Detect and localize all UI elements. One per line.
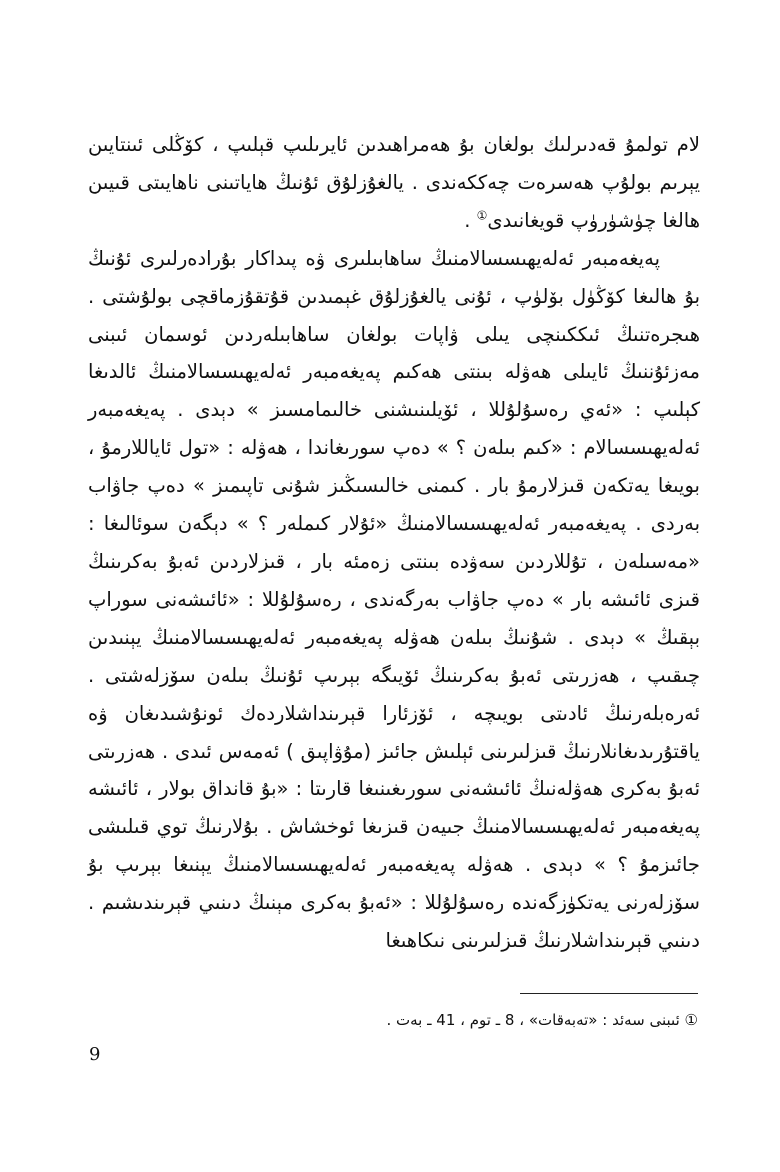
paragraph-1 xyxy=(88,126,700,240)
paragraph-2: پەيغەمبەر ئەلەيھىسسالامنىڭ ساھابىلىرى ۋە پىداكار بۇرادەرلىرى ئۇنىڭ بۇ ھالىغا كۆڭۈل بۆلۈپ ، ئۇنى يالغۇزلۇق غېمىدىن قۇتقۇزماقچى بولۇشتى . ھىجرەتنىڭ ئىككىنچى يىلى ۋاپات بولغان ساھابىلەردىن ئوسمان ئىبنى مەزئۇننىڭ ئايىلى ھەۋلە بىنتى ھەكىم پەيغەمبەر ئەلەيھىسسالامنىڭ ئالدىغا كېلىپ : «ئەي رەسۇلۇللا ، ئۆيلىنىشنى خالىمامسىز » دېدى . پەيغەمبەر ئەلەيھىسسالام : «كىم بىلەن ؟ » دەپ سورىغاندا ، ھەۋلە : «تول ئاياللارمۇ ، بويىغا يەتكەن قىزلارمۇ بار . كىمنى خالىسىڭىز شۇنى تاپىمىز » دەپ جاۋاب بەردى . پەيغەمبەر ئەلەيھىسسالامنىڭ «ئۇلار كىملەر ؟ » دېگەن سوئالىغا : «مەسىلەن ، تۇللاردىن سەۋدە بىنتى زەمئە بار ، قىزلاردىن ئەبۇ بەكرىنىڭ قىزى ئائىشە بار » دەپ جاۋاب بەرگەندى ، رەسۇلۇللا : «ئائىشەنى سوراپ بېقىڭ » دېدى . شۇنىڭ بىلەن ھەۋلە پەيغەمبەر ئەلەيھىسسالامنىڭ يېنىدىن چىقىپ ، ھەزرىتى ئەبۇ بەكرىنىڭ ئۆيىگە بېرىپ ئۇنىڭ بىلەن سۆزلەشتى . ئەرەبلەرنىڭ ئادىتى بويىچە ، ئۆزئارا قېرىنداشلاردەك ئونۇشىدىغان ۋە ياقتۇرىدىغانلارنىڭ قىزلىرىنى ئېلىش جائىز (مۇۋاپىق ) ئەمەس ئىدى . ھەزرىتى ئەبۇ بەكرى ھەۋلەنىڭ ئائىشەنى سورىغىنىغا قارىتا : «بۇ قانداق بولار ، ئائىشە پەيغەمبەر ئەلەيھىسسالامنىڭ جىيەن قىزىغا ئوخشاش . بۇلارنىڭ توي قىلىشى جائىزمۇ ؟ » دېدى . ھەۋلە پەيغەمبەر ئەلەيھىسسالامنىڭ يېنىغا بېرىپ بۇ سۆزلەرنى يەتكۈزگەندە رەسۇلۇللا : «ئەبۇ بەكرى مېنىڭ دىنىي قېرىندىشىم . دىنىي قېرىنداشلارنىڭ قىزلىرىنى نىكاھىغا xyxy=(88,246,700,953)
footnote-text: ئىبنى سەئد : «تەبەقات» ، 8 ـ توم ، 41 ـ بەت . xyxy=(386,1011,680,1029)
footnote-marker: ① xyxy=(684,1011,698,1029)
paragraph-1-text: لام تولمۇ قەدىرلىك بولغان بۇ ھەمراھىدىن ئايرىلىپ قېلىپ ، كۆڭلى ئىنتايىن يېرىم بولۇپ ھەسرەت چەككەندى . يالغۇزلۇق ئۇنىڭ ھاياتىنى ناھايىتى قىيىن ھالغا چۈشۈرۈپ قويغانىدى xyxy=(88,133,700,232)
footnote-reference: ① xyxy=(476,208,488,223)
footnote-divider xyxy=(520,993,698,994)
page-number: 9 xyxy=(89,1044,101,1065)
footnote xyxy=(180,1005,698,1035)
body-text xyxy=(88,126,700,960)
paragraph-1-end: . xyxy=(464,208,477,232)
